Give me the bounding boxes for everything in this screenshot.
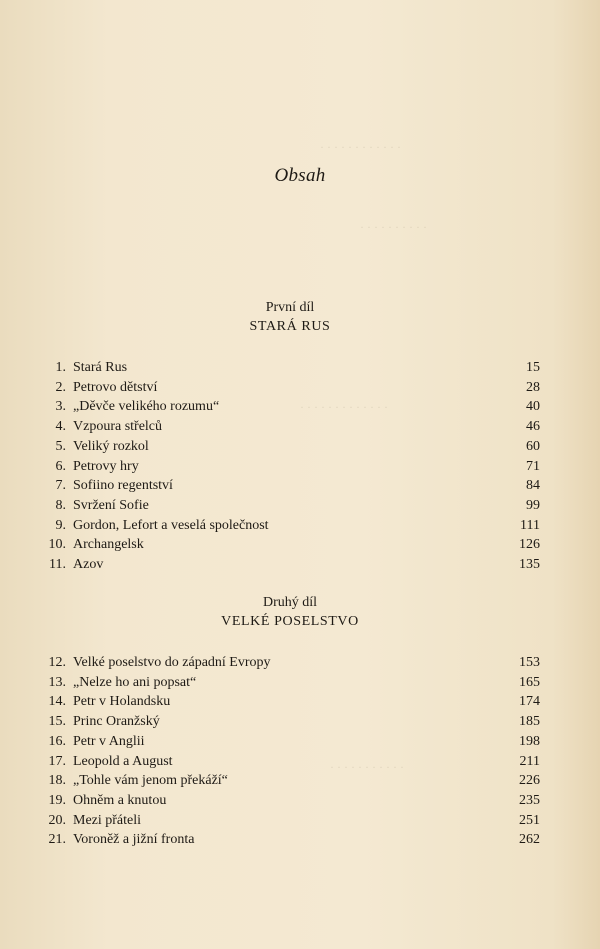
toc-entry[interactable]: 7. Sofiino regentství 84 <box>55 478 540 494</box>
toc-entry[interactable]: 12. Velké poselstvo do západní Evropy 153 <box>48 655 540 670</box>
toc-entry[interactable]: 6. Petrovy hry 71 <box>55 458 540 474</box>
toc-entry[interactable]: 3. „Děvče velikého rozumu“ 40 <box>55 399 540 415</box>
part-1-title: STARÁ RUS <box>249 319 331 334</box>
toc-entry[interactable]: 17. Leopold a August 211 <box>48 753 540 769</box>
toc-entry[interactable]: 10. Archangelsk 126 <box>48 537 540 553</box>
toc-entry[interactable]: 2. Petrovo dětství 28 <box>55 379 540 395</box>
toc-entry[interactable]: 21. Voroněž a jižní fronta 262 <box>48 832 540 848</box>
toc-entry[interactable]: 13. „Nelze ho ani popsat“ 165 <box>48 674 540 690</box>
toc-entry[interactable]: 4. Vzpoura střelců 46 <box>55 419 540 435</box>
toc-entry[interactable]: 5. Veliký rozkol 60 <box>55 438 540 454</box>
toc-entry[interactable]: 1. Stará Rus 15 <box>55 360 540 375</box>
toc-entry[interactable]: 19. Ohněm a knutou 235 <box>48 792 540 808</box>
toc-entry[interactable]: 8. Svržení Sofie 99 <box>55 497 540 513</box>
toc-entry[interactable]: 16. Petr v Anglii 198 <box>48 733 540 749</box>
contents-title: Obsah <box>274 165 326 186</box>
toc-entry[interactable]: 11. Azov 135 <box>49 557 540 572</box>
toc-entry[interactable]: 18. „Tohle vám jenom překáží“ 226 <box>48 773 540 789</box>
toc-entry[interactable]: 20. Mezi přáteli 251 <box>48 812 540 828</box>
toc-entry[interactable]: 15. Princ Oranžský 185 <box>48 714 540 730</box>
toc-entry[interactable]: 9. Gordon, Lefort a veselá společnost 111 <box>55 517 540 533</box>
part-1-label: První díl <box>265 300 315 315</box>
part-2-title: VELKÉ POSELSTVO <box>221 614 359 629</box>
book-page: · · · · · · · · · · · · · · · · · · · · · · · · · · · · · · · · · · · · · · · · · · · · · · Obsah První díl STARÁ RUS 1. Stará Rus 15 2. Petrovo dětství 28 3. „Děvče velikého rozumu“ 40 4. Vzpoura střelců 46 5. Veliký rozkol 60 6. Petrovy hry 71 7. Sofiino regentství 84 8. Svržení Sofie 99 9. Gordon, Lefort a veselá společnost 111 10. Archangelsk 126 11. Azov 135 Druhý díl VELKÉ POSELSTVO 12. Velké poselstvo do západní Evropy 153 13. „Nelze ho ani popsat“ 165 14. Petr v Holandsku 174 15. Princ Oranžský 185 16. Petr v Anglii 198 17. Leopold a August 211 18. „Tohle vám jenom překáží“ 226 19. Ohněm a knutou 235 20. Mezi přáteli 251 21. Voroněž a jižní fronta 262 <box>0 0 600 949</box>
part-2-label: Druhý díl <box>262 595 318 610</box>
toc-entry[interactable]: 14. Petr v Holandsku 174 <box>48 694 540 710</box>
